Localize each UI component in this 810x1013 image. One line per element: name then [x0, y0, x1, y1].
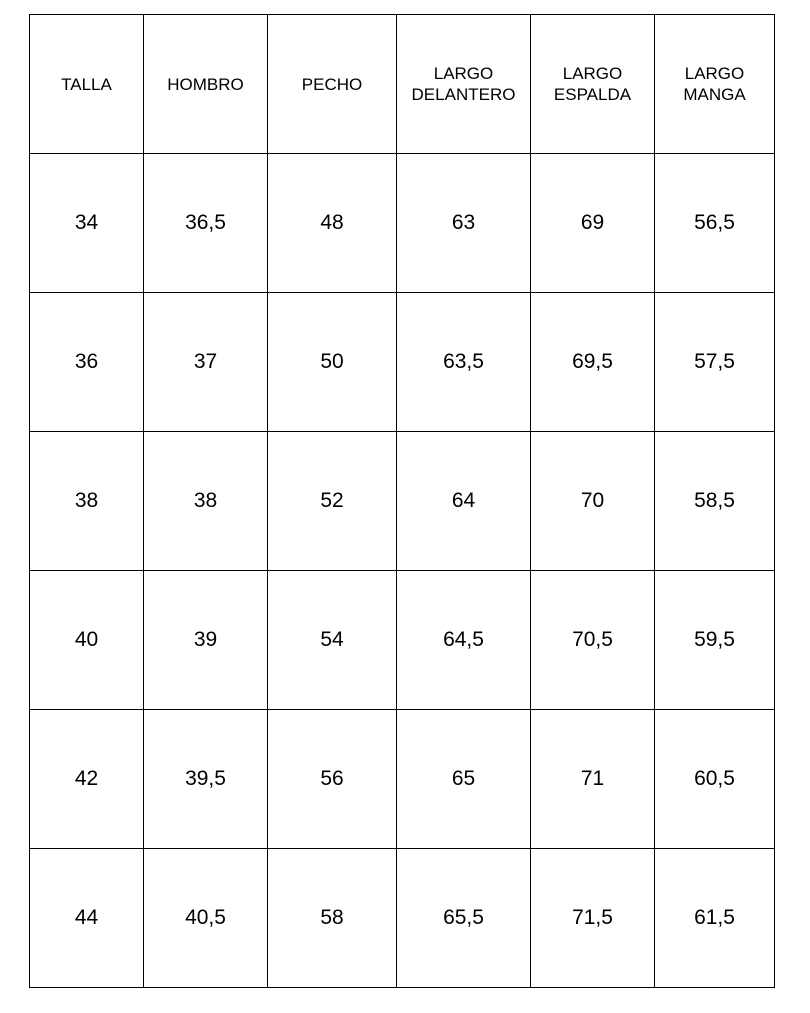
- table-cell: 34: [30, 154, 144, 293]
- table-cell: 60,5: [655, 710, 775, 849]
- header-largo-delantero: LARGO DELANTERO: [397, 15, 531, 154]
- table-cell: 39,5: [144, 710, 268, 849]
- header-largo-manga: LARGO MANGA: [655, 15, 775, 154]
- table-cell: 40,5: [144, 849, 268, 988]
- table-cell: 70: [531, 432, 655, 571]
- table-cell: 65: [397, 710, 531, 849]
- table-cell: 57,5: [655, 293, 775, 432]
- table-cell: 37: [144, 293, 268, 432]
- table-cell: 58,5: [655, 432, 775, 571]
- header-pecho: PECHO: [268, 15, 397, 154]
- table-row: [30, 849, 775, 988]
- table-cell: 63,5: [397, 293, 531, 432]
- table-row: [30, 710, 775, 849]
- table-cell: 71,5: [531, 849, 655, 988]
- header-row: [30, 15, 775, 154]
- table-cell: 36,5: [144, 154, 268, 293]
- table-cell: 38: [30, 432, 144, 571]
- header-talla: TALLA: [30, 15, 144, 154]
- table-cell: 65,5: [397, 849, 531, 988]
- table-cell: 69: [531, 154, 655, 293]
- table-row: [30, 293, 775, 432]
- header-hombro: HOMBRO: [144, 15, 268, 154]
- table-cell: 63: [397, 154, 531, 293]
- table-cell: 61,5: [655, 849, 775, 988]
- table-cell: 40: [30, 571, 144, 710]
- table-row: [30, 154, 775, 293]
- table-cell: 52: [268, 432, 397, 571]
- table-cell: 69,5: [531, 293, 655, 432]
- table-cell: 56: [268, 710, 397, 849]
- header-largo-espalda: LARGO ESPALDA: [531, 15, 655, 154]
- table-cell: 48: [268, 154, 397, 293]
- table-cell: 54: [268, 571, 397, 710]
- table-cell: 64,5: [397, 571, 531, 710]
- table-row: [30, 571, 775, 710]
- table-cell: 36: [30, 293, 144, 432]
- table-cell: 44: [30, 849, 144, 988]
- table-cell: 38: [144, 432, 268, 571]
- table-row: [30, 432, 775, 571]
- table-cell: 59,5: [655, 571, 775, 710]
- table-cell: 71: [531, 710, 655, 849]
- size-chart-table: [29, 14, 775, 988]
- table-cell: 58: [268, 849, 397, 988]
- table-cell: 64: [397, 432, 531, 571]
- table-cell: 50: [268, 293, 397, 432]
- table-cell: 56,5: [655, 154, 775, 293]
- table-cell: 39: [144, 571, 268, 710]
- table-cell: 70,5: [531, 571, 655, 710]
- table-cell: 42: [30, 710, 144, 849]
